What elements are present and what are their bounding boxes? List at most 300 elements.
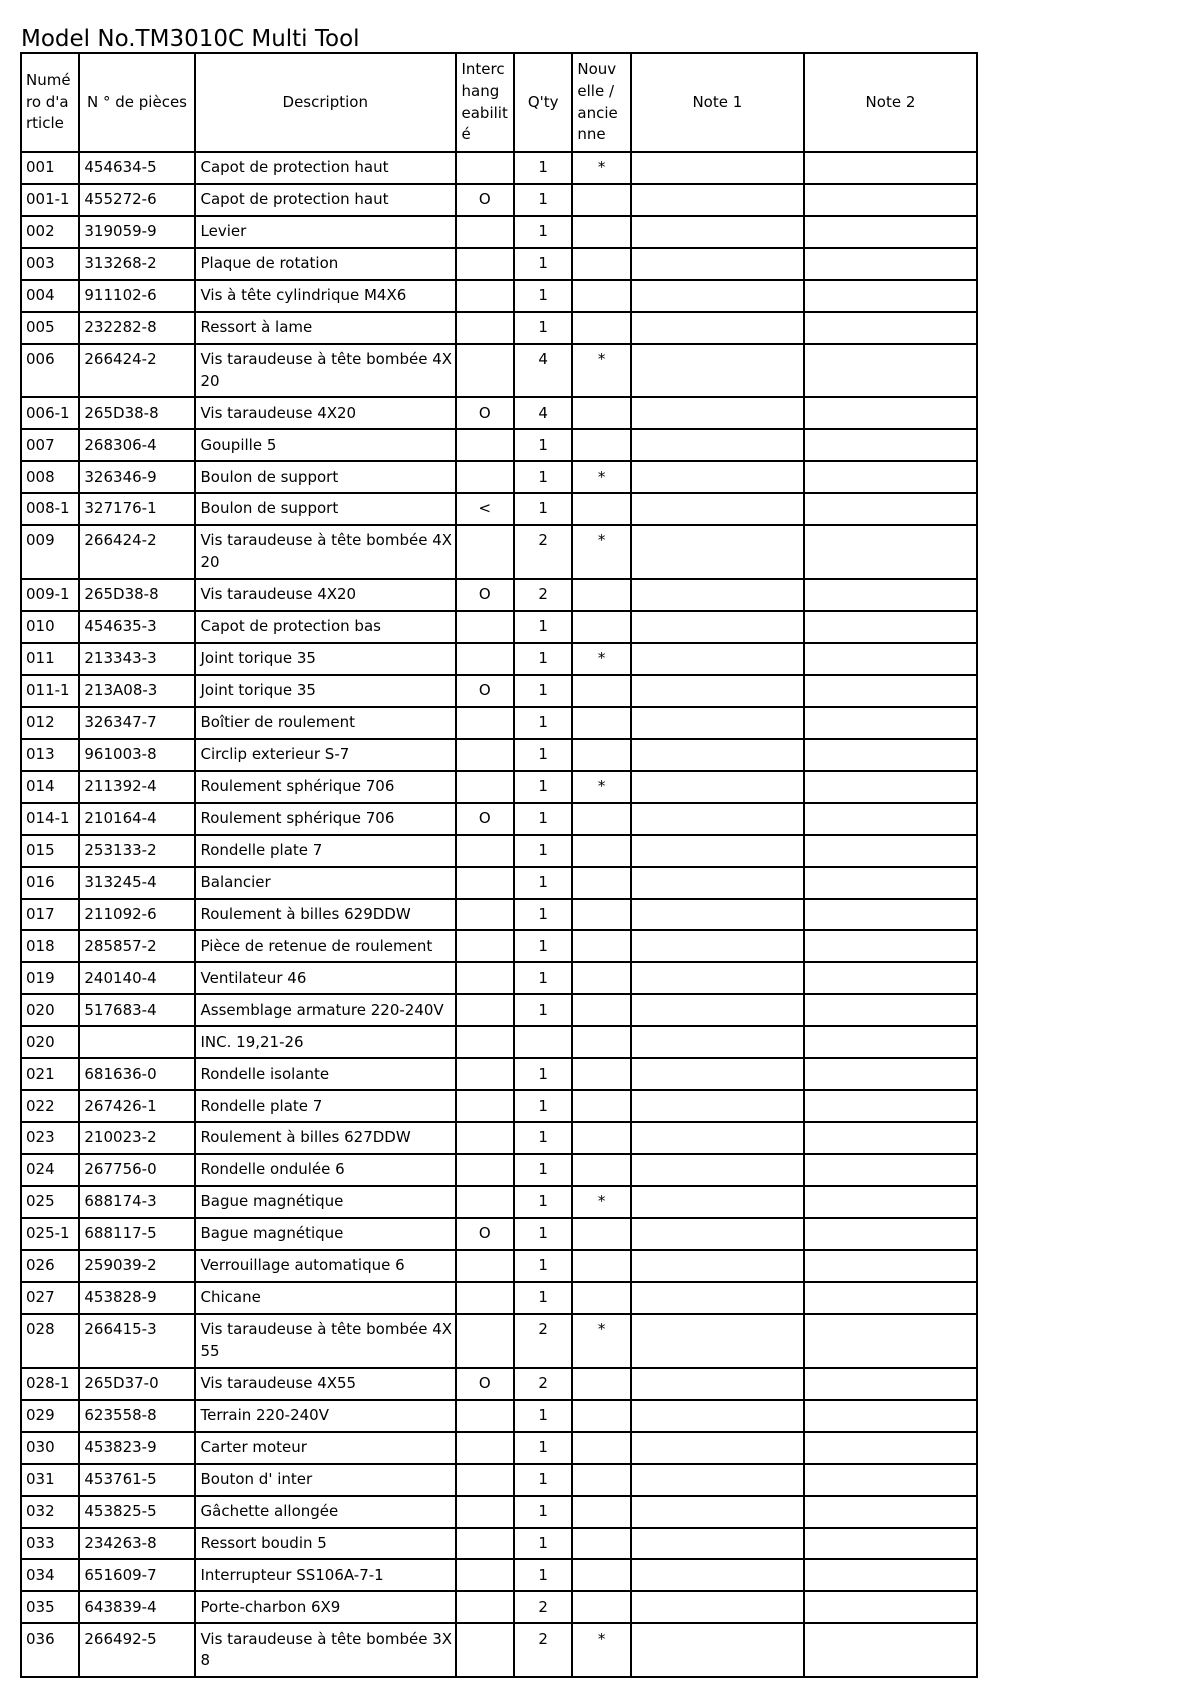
note-1-cell [632, 963, 805, 995]
note-2-cell [805, 995, 978, 1027]
table-row [22, 995, 978, 1027]
note-2-cell [805, 963, 978, 995]
note-2-cell [805, 772, 978, 804]
quantity-cell: 2 [515, 580, 573, 612]
item-number-cell: 011-1 [22, 676, 80, 708]
description-cell: Joint torique 35 [196, 676, 457, 708]
table-row [22, 1187, 978, 1219]
part-number-cell: 265D38-8 [80, 398, 196, 430]
item-number-cell: 019 [22, 963, 80, 995]
table-row [22, 1624, 978, 1678]
column-header-label: Interchangeabilité [461, 59, 508, 144]
item-number-cell: 008 [22, 462, 80, 494]
interchangeability-cell [457, 1251, 516, 1283]
note-2-cell [805, 644, 978, 676]
table-row [22, 836, 978, 868]
description-cell: Joint torique 35 [196, 644, 457, 676]
note-1-cell [632, 1251, 805, 1283]
item-number-cell: 001 [22, 153, 80, 185]
new-old-cell [573, 868, 631, 900]
interchangeability-cell: O [457, 185, 516, 217]
note-1-cell [632, 676, 805, 708]
item-number-cell: 023 [22, 1123, 80, 1155]
new-old-cell [573, 1497, 631, 1529]
quantity-cell: 1 [515, 740, 573, 772]
description-cell: Roulement sphérique 706 [196, 804, 457, 836]
new-old-cell [573, 1251, 631, 1283]
note-2-cell [805, 1059, 978, 1091]
note-2-cell [805, 1251, 978, 1283]
part-number-cell: 266424-2 [80, 345, 196, 399]
quantity-cell: 1 [515, 836, 573, 868]
quantity-cell: 1 [515, 676, 573, 708]
note-1-cell [632, 1155, 805, 1187]
table-row [22, 1529, 978, 1561]
new-old-cell: * [573, 1315, 631, 1369]
quantity-cell: 2 [515, 1624, 573, 1678]
part-number-cell: 265D38-8 [80, 580, 196, 612]
table-header-row [22, 54, 978, 153]
item-number-cell: 018 [22, 931, 80, 963]
note-2-cell [805, 676, 978, 708]
interchangeability-cell [457, 1401, 516, 1433]
quantity-cell: 1 [515, 217, 573, 249]
quantity-cell: 1 [515, 1283, 573, 1315]
quantity-cell: 1 [515, 1219, 573, 1251]
part-number-cell: 285857-2 [80, 931, 196, 963]
interchangeability-cell [457, 1123, 516, 1155]
interchangeability-cell [457, 1560, 516, 1592]
column-header-quantity [515, 54, 573, 153]
note-2-cell [805, 345, 978, 399]
quantity-cell: 1 [515, 1155, 573, 1187]
description-cell: Verrouillage automatique 6 [196, 1251, 457, 1283]
interchangeability-cell [457, 281, 516, 313]
description-cell: Carter moteur [196, 1433, 457, 1465]
table-row [22, 526, 978, 580]
description-cell: Ressort boudin 5 [196, 1529, 457, 1561]
note-2-cell [805, 1592, 978, 1624]
new-old-cell [573, 740, 631, 772]
part-number-cell: 453823-9 [80, 1433, 196, 1465]
new-old-cell [573, 313, 631, 345]
note-1-cell [632, 281, 805, 313]
part-number-cell: 253133-2 [80, 836, 196, 868]
table-row [22, 900, 978, 932]
part-number-cell: 517683-4 [80, 995, 196, 1027]
interchangeability-cell [457, 995, 516, 1027]
quantity-cell: 2 [515, 1369, 573, 1401]
quantity-cell: 1 [515, 1433, 573, 1465]
description-cell: Rondelle plate 7 [196, 1091, 457, 1123]
note-2-cell [805, 836, 978, 868]
note-2-cell [805, 1369, 978, 1401]
note-2-cell [805, 1624, 978, 1678]
item-number-cell: 032 [22, 1497, 80, 1529]
table-row [22, 1592, 978, 1624]
note-2-cell [805, 1091, 978, 1123]
document-title: Model No.TM3010C Multi Tool [21, 26, 360, 52]
quantity-cell: 1 [515, 1123, 573, 1155]
note-2-cell [805, 185, 978, 217]
table-row [22, 1091, 978, 1123]
note-2-cell [805, 398, 978, 430]
part-number-cell: 911102-6 [80, 281, 196, 313]
table-body [22, 153, 978, 1678]
quantity-cell: 1 [515, 868, 573, 900]
part-number-cell: 643839-4 [80, 1592, 196, 1624]
part-number-cell: 234263-8 [80, 1529, 196, 1561]
note-1-cell [632, 612, 805, 644]
part-number-cell: 454634-5 [80, 153, 196, 185]
column-header-label: Numéro d'article [26, 70, 71, 133]
column-header-part-number [80, 54, 196, 153]
interchangeability-cell [457, 1283, 516, 1315]
item-number-cell: 006 [22, 345, 80, 399]
interchangeability-cell [457, 1592, 516, 1624]
new-old-cell [573, 281, 631, 313]
new-old-cell [573, 217, 631, 249]
note-1-cell [632, 1592, 805, 1624]
parts-table [20, 52, 978, 1678]
table-row [22, 1369, 978, 1401]
table-row [22, 462, 978, 494]
new-old-cell: * [573, 526, 631, 580]
part-number-cell: 453825-5 [80, 1497, 196, 1529]
interchangeability-cell: < [457, 494, 516, 526]
description-cell: Roulement sphérique 706 [196, 772, 457, 804]
note-2-cell [805, 249, 978, 281]
new-old-cell [573, 398, 631, 430]
note-1-cell [632, 1560, 805, 1592]
interchangeability-cell [457, 931, 516, 963]
interchangeability-cell [457, 1059, 516, 1091]
note-1-cell [632, 345, 805, 399]
interchangeability-cell: O [457, 676, 516, 708]
quantity-cell: 4 [515, 398, 573, 430]
note-2-cell [805, 1433, 978, 1465]
note-1-cell [632, 185, 805, 217]
description-cell: Interrupteur SS106A-7-1 [196, 1560, 457, 1592]
quantity-cell: 1 [515, 931, 573, 963]
note-1-cell [632, 1433, 805, 1465]
item-number-cell: 016 [22, 868, 80, 900]
item-number-cell: 021 [22, 1059, 80, 1091]
item-number-cell: 034 [22, 1560, 80, 1592]
note-1-cell [632, 494, 805, 526]
interchangeability-cell: O [457, 580, 516, 612]
note-1-cell [632, 995, 805, 1027]
note-2-cell [805, 313, 978, 345]
note-1-cell [632, 1027, 805, 1059]
table-row [22, 804, 978, 836]
table-row [22, 494, 978, 526]
note-2-cell [805, 708, 978, 740]
note-1-cell [632, 1091, 805, 1123]
description-cell: Rondelle isolante [196, 1059, 457, 1091]
table-row [22, 1497, 978, 1529]
description-cell: Bouton d' inter [196, 1465, 457, 1497]
item-number-cell: 025 [22, 1187, 80, 1219]
interchangeability-cell [457, 1091, 516, 1123]
note-1-cell [632, 644, 805, 676]
part-number-cell: 313268-2 [80, 249, 196, 281]
interchangeability-cell [457, 1187, 516, 1219]
interchangeability-cell [457, 1027, 516, 1059]
description-cell: Vis taraudeuse 4X20 [196, 580, 457, 612]
description-cell: Goupille 5 [196, 430, 457, 462]
part-number-cell: 259039-2 [80, 1251, 196, 1283]
interchangeability-cell [457, 1624, 516, 1678]
item-number-cell: 028 [22, 1315, 80, 1369]
new-old-cell [573, 612, 631, 644]
description-cell: Gâchette allongée [196, 1497, 457, 1529]
note-2-cell [805, 1283, 978, 1315]
interchangeability-cell [457, 1433, 516, 1465]
description-cell: Plaque de rotation [196, 249, 457, 281]
description-cell: Terrain 220-240V [196, 1401, 457, 1433]
item-number-cell: 017 [22, 900, 80, 932]
new-old-cell [573, 836, 631, 868]
part-number-cell: 651609-7 [80, 1560, 196, 1592]
quantity-cell: 1 [515, 963, 573, 995]
quantity-cell: 1 [515, 462, 573, 494]
part-number-cell: 266415-3 [80, 1315, 196, 1369]
column-header-note-1 [632, 54, 805, 153]
item-number-cell: 007 [22, 430, 80, 462]
new-old-cell [573, 995, 631, 1027]
interchangeability-cell [457, 1155, 516, 1187]
part-number-cell: 453761-5 [80, 1465, 196, 1497]
note-2-cell [805, 281, 978, 313]
item-number-cell: 033 [22, 1529, 80, 1561]
part-number-cell: 267756-0 [80, 1155, 196, 1187]
column-header-label: N ° de pièces [87, 92, 187, 111]
column-header-label: Note 1 [692, 92, 743, 111]
table-row [22, 868, 978, 900]
table-row [22, 772, 978, 804]
table-row [22, 398, 978, 430]
description-cell: Vis taraudeuse à tête bombée 4X20 [196, 526, 457, 580]
table-row [22, 430, 978, 462]
description-cell: Vis taraudeuse 4X55 [196, 1369, 457, 1401]
new-old-cell [573, 1219, 631, 1251]
description-cell: Capot de protection haut [196, 153, 457, 185]
item-number-cell: 031 [22, 1465, 80, 1497]
note-2-cell [805, 430, 978, 462]
note-1-cell [632, 804, 805, 836]
note-2-cell [805, 1497, 978, 1529]
column-header-interchangeability [457, 54, 516, 153]
table-row [22, 1465, 978, 1497]
part-number-cell: 210023-2 [80, 1123, 196, 1155]
quantity-cell: 1 [515, 1091, 573, 1123]
item-number-cell: 001-1 [22, 185, 80, 217]
note-1-cell [632, 1219, 805, 1251]
description-cell: Assemblage armature 220-240V [196, 995, 457, 1027]
new-old-cell: * [573, 345, 631, 399]
new-old-cell: * [573, 462, 631, 494]
note-1-cell [632, 708, 805, 740]
note-1-cell [632, 462, 805, 494]
interchangeability-cell: O [457, 1219, 516, 1251]
new-old-cell [573, 676, 631, 708]
interchangeability-cell [457, 526, 516, 580]
table-row [22, 1155, 978, 1187]
table-row [22, 153, 978, 185]
item-number-cell: 026 [22, 1251, 80, 1283]
description-cell: Capot de protection bas [196, 612, 457, 644]
note-2-cell [805, 1465, 978, 1497]
quantity-cell: 1 [515, 1401, 573, 1433]
quantity-cell: 1 [515, 708, 573, 740]
new-old-cell [573, 804, 631, 836]
table-row [22, 708, 978, 740]
table-row [22, 1560, 978, 1592]
part-number-cell: 327176-1 [80, 494, 196, 526]
item-number-cell: 015 [22, 836, 80, 868]
part-number-cell: 268306-4 [80, 430, 196, 462]
item-number-cell: 022 [22, 1091, 80, 1123]
table-row [22, 580, 978, 612]
note-2-cell [805, 217, 978, 249]
description-cell: Chicane [196, 1283, 457, 1315]
note-1-cell [632, 1187, 805, 1219]
quantity-cell: 2 [515, 1592, 573, 1624]
table-row [22, 217, 978, 249]
table-row [22, 1027, 978, 1059]
interchangeability-cell [457, 1529, 516, 1561]
quantity-cell: 1 [515, 430, 573, 462]
part-number-cell: 688117-5 [80, 1219, 196, 1251]
description-cell: INC. 19,21-26 [196, 1027, 457, 1059]
description-cell: Capot de protection haut [196, 185, 457, 217]
description-cell: Boulon de support [196, 494, 457, 526]
item-number-cell: 012 [22, 708, 80, 740]
part-number-cell: 454635-3 [80, 612, 196, 644]
description-cell: Roulement à billes 629DDW [196, 900, 457, 932]
part-number-cell: 623558-8 [80, 1401, 196, 1433]
interchangeability-cell [457, 313, 516, 345]
item-number-cell: 014-1 [22, 804, 80, 836]
part-number-cell: 240140-4 [80, 963, 196, 995]
part-number-cell: 455272-6 [80, 185, 196, 217]
part-number-cell: 266492-5 [80, 1624, 196, 1678]
table-row [22, 740, 978, 772]
description-cell: Vis à tête cylindrique M4X6 [196, 281, 457, 313]
interchangeability-cell: O [457, 804, 516, 836]
table-row [22, 1433, 978, 1465]
note-1-cell [632, 1401, 805, 1433]
item-number-cell: 028-1 [22, 1369, 80, 1401]
quantity-cell: 1 [515, 1497, 573, 1529]
quantity-cell: 1 [515, 185, 573, 217]
item-number-cell: 035 [22, 1592, 80, 1624]
quantity-cell: 2 [515, 526, 573, 580]
note-1-cell [632, 430, 805, 462]
part-number-cell: 961003-8 [80, 740, 196, 772]
part-number-cell: 265D37-0 [80, 1369, 196, 1401]
table-row [22, 185, 978, 217]
quantity-cell: 1 [515, 281, 573, 313]
table-row [22, 612, 978, 644]
note-2-cell [805, 526, 978, 580]
part-number-cell: 211092-6 [80, 900, 196, 932]
new-old-cell: * [573, 1187, 631, 1219]
part-number-cell: 326347-7 [80, 708, 196, 740]
part-number-cell: 267426-1 [80, 1091, 196, 1123]
new-old-cell [573, 1059, 631, 1091]
new-old-cell [573, 494, 631, 526]
part-number-cell: 313245-4 [80, 868, 196, 900]
note-1-cell [632, 1369, 805, 1401]
note-2-cell [805, 1315, 978, 1369]
table-row [22, 1283, 978, 1315]
part-number-cell: 213A08-3 [80, 676, 196, 708]
part-number-cell: 266424-2 [80, 526, 196, 580]
part-number-cell: 232282-8 [80, 313, 196, 345]
part-number-cell: 213343-3 [80, 644, 196, 676]
note-2-cell [805, 1155, 978, 1187]
new-old-cell [573, 1123, 631, 1155]
description-cell: Ressort à lame [196, 313, 457, 345]
description-cell: Vis taraudeuse à tête bombée 4X20 [196, 345, 457, 399]
note-2-cell [805, 931, 978, 963]
interchangeability-cell [457, 1465, 516, 1497]
item-number-cell: 020 [22, 1027, 80, 1059]
new-old-cell [573, 580, 631, 612]
note-2-cell [805, 580, 978, 612]
note-1-cell [632, 1465, 805, 1497]
column-header-new-old [573, 54, 631, 153]
column-header-item-number [22, 54, 80, 153]
item-number-cell: 027 [22, 1283, 80, 1315]
part-number-cell [80, 1027, 196, 1059]
item-number-cell: 014 [22, 772, 80, 804]
interchangeability-cell [457, 1315, 516, 1369]
description-cell: Bague magnétique [196, 1187, 457, 1219]
note-1-cell [632, 1315, 805, 1369]
table-row [22, 1123, 978, 1155]
quantity-cell [515, 1027, 573, 1059]
note-1-cell [632, 836, 805, 868]
new-old-cell: * [573, 772, 631, 804]
new-old-cell [573, 1560, 631, 1592]
note-1-cell [632, 900, 805, 932]
new-old-cell [573, 430, 631, 462]
note-2-cell [805, 804, 978, 836]
table-row [22, 931, 978, 963]
note-2-cell [805, 1529, 978, 1561]
quantity-cell: 2 [515, 1315, 573, 1369]
new-old-cell [573, 249, 631, 281]
interchangeability-cell [457, 153, 516, 185]
note-2-cell [805, 153, 978, 185]
interchangeability-cell [457, 900, 516, 932]
part-number-cell: 453828-9 [80, 1283, 196, 1315]
note-1-cell [632, 740, 805, 772]
note-2-cell [805, 494, 978, 526]
note-2-cell [805, 1187, 978, 1219]
interchangeability-cell [457, 868, 516, 900]
table-row [22, 1401, 978, 1433]
interchangeability-cell [457, 772, 516, 804]
item-number-cell: 009 [22, 526, 80, 580]
interchangeability-cell: O [457, 1369, 516, 1401]
column-header-label: Q'ty [527, 92, 559, 111]
note-1-cell [632, 1059, 805, 1091]
new-old-cell: * [573, 153, 631, 185]
